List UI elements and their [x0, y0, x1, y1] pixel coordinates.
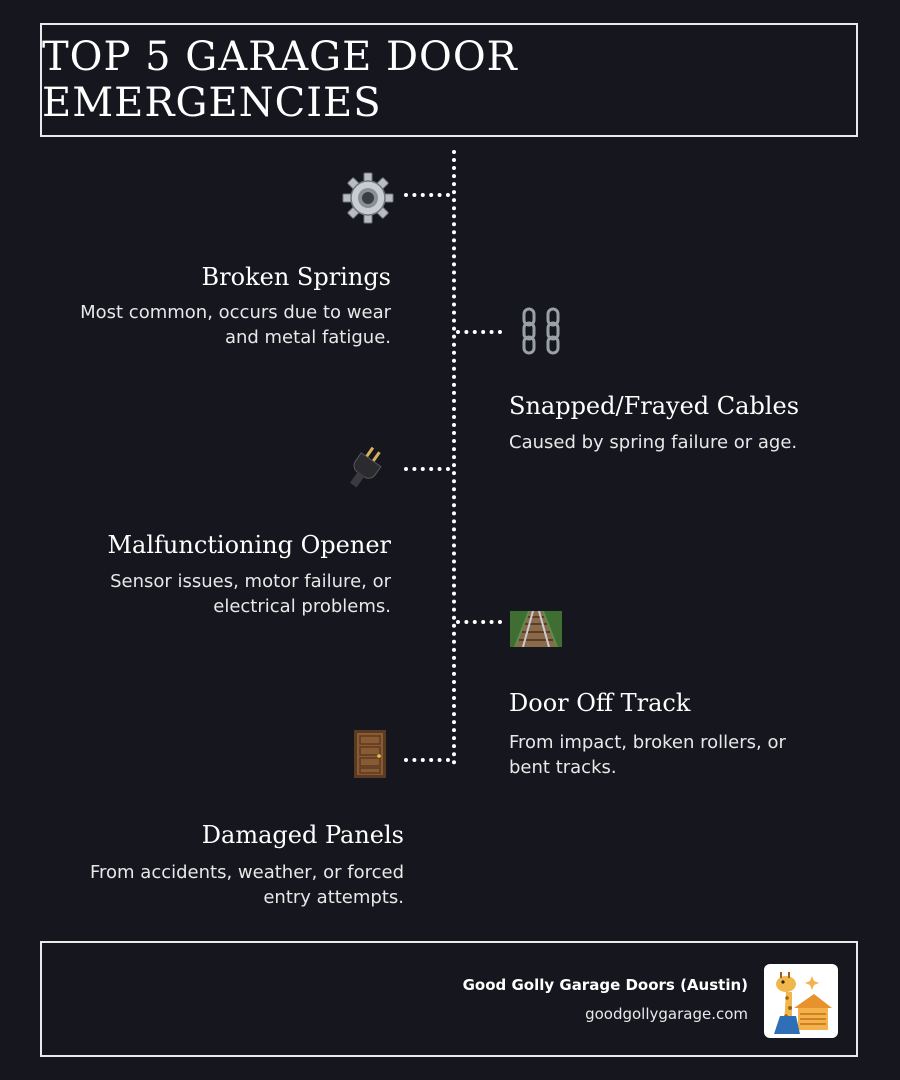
- page-title: TOP 5 GARAGE DOOR EMERGENCIES: [42, 34, 518, 126]
- gear-icon: [342, 172, 394, 224]
- timeline-connector: [404, 193, 450, 197]
- timeline-connector: [456, 330, 502, 334]
- brand-url[interactable]: goodgollygarage.com: [585, 1005, 748, 1023]
- chain-icon: [516, 305, 568, 357]
- item-desc-line: Caused by spring failure or age.: [509, 432, 798, 453]
- item-desc-line: bent tracks.: [509, 757, 617, 778]
- item-title-cables: Snapped/Frayed Cables: [509, 392, 800, 420]
- timeline-connector: [456, 620, 502, 624]
- item-title-off-track: Door Off Track: [509, 689, 691, 717]
- item-desc-line: From accidents, weather, or forced: [89, 862, 404, 883]
- item-desc-cables: [509, 430, 869, 455]
- item-title-broken-springs: Broken Springs: [201, 263, 391, 291]
- title-banner: [40, 23, 858, 137]
- item-desc-line: Most common, occurs due to wear: [80, 302, 391, 323]
- item-desc-line: Sensor issues, motor failure, or: [110, 571, 391, 592]
- timeline-connector: [404, 467, 450, 471]
- item-desc-line: and metal fatigue.: [224, 327, 391, 348]
- item-desc-panels: [24, 860, 404, 910]
- item-title-opener: Malfunctioning Opener: [107, 531, 391, 559]
- item-title-panels: Damaged Panels: [201, 821, 404, 849]
- brand-name: Good Golly Garage Doors (Austin): [462, 976, 748, 994]
- plug-icon: [344, 444, 396, 496]
- railway-track-icon: [510, 603, 562, 655]
- timeline-connector: [404, 758, 450, 762]
- timeline-spine: [452, 150, 456, 765]
- item-desc-line: From impact, broken rollers, or: [509, 732, 786, 753]
- item-desc-opener: [31, 569, 391, 619]
- footer-banner: [40, 941, 858, 1057]
- item-desc-off-track: [509, 730, 849, 780]
- item-desc-line: entry attempts.: [263, 887, 404, 908]
- item-desc-line: electrical problems.: [213, 596, 391, 617]
- giraffe-garage-logo: [764, 964, 838, 1038]
- door-icon: [344, 728, 396, 780]
- item-desc-broken-springs: [31, 300, 391, 350]
